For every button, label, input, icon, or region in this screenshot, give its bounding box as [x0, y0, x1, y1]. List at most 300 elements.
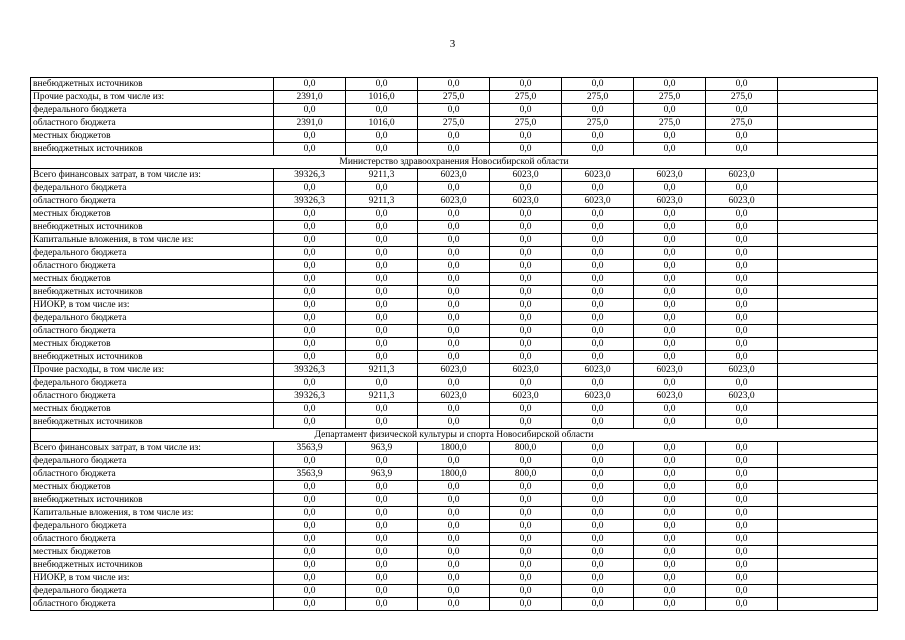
row-label: местных бюджетов: [31, 208, 274, 221]
value-cell: 0,0: [346, 377, 418, 390]
row-label: местных бюджетов: [31, 403, 274, 416]
value-cell: 0,0: [490, 234, 562, 247]
empty-cell: [778, 390, 878, 403]
empty-cell: [778, 221, 878, 234]
value-cell: 0,0: [706, 585, 778, 598]
value-cell: 1800,0: [418, 442, 490, 455]
value-cell: 0,0: [706, 221, 778, 234]
value-cell: 0,0: [706, 455, 778, 468]
empty-cell: [778, 299, 878, 312]
value-cell: 0,0: [274, 182, 346, 195]
row-label: местных бюджетов: [31, 546, 274, 559]
value-cell: 0,0: [274, 221, 346, 234]
value-cell: 0,0: [706, 481, 778, 494]
value-cell: 0,0: [346, 104, 418, 117]
table-row: [31, 494, 878, 507]
empty-cell: [778, 247, 878, 260]
row-label: областного бюджета: [31, 325, 274, 338]
empty-cell: [778, 104, 878, 117]
value-cell: 6023,0: [634, 364, 706, 377]
table-row: [31, 91, 878, 104]
value-cell: 0,0: [346, 260, 418, 273]
row-label: местных бюджетов: [31, 481, 274, 494]
value-cell: 0,0: [562, 416, 634, 429]
value-cell: 2391,0: [274, 91, 346, 104]
value-cell: 9211,3: [346, 364, 418, 377]
empty-cell: [778, 468, 878, 481]
value-cell: 0,0: [274, 507, 346, 520]
value-cell: 0,0: [346, 78, 418, 91]
empty-cell: [778, 143, 878, 156]
value-cell: 0,0: [418, 377, 490, 390]
table-row: [31, 143, 878, 156]
empty-cell: [778, 260, 878, 273]
value-cell: 0,0: [562, 507, 634, 520]
row-label: внебюджетных источников: [31, 559, 274, 572]
row-label: НИОКР, в том числе из:: [31, 572, 274, 585]
value-cell: 0,0: [418, 572, 490, 585]
row-label: федерального бюджета: [31, 455, 274, 468]
value-cell: 0,0: [562, 403, 634, 416]
value-cell: 0,0: [418, 221, 490, 234]
value-cell: 0,0: [274, 598, 346, 611]
value-cell: 0,0: [274, 286, 346, 299]
table-row: [31, 286, 878, 299]
value-cell: 39326,3: [274, 364, 346, 377]
row-label: Прочие расходы, в том числе из:: [31, 91, 274, 104]
table-row: [31, 559, 878, 572]
value-cell: 0,0: [706, 247, 778, 260]
value-cell: 0,0: [346, 533, 418, 546]
row-label: областного бюджета: [31, 195, 274, 208]
value-cell: 6023,0: [562, 195, 634, 208]
value-cell: 0,0: [706, 468, 778, 481]
value-cell: 275,0: [634, 117, 706, 130]
value-cell: 0,0: [346, 286, 418, 299]
value-cell: 0,0: [490, 455, 562, 468]
value-cell: 0,0: [490, 286, 562, 299]
value-cell: 0,0: [418, 585, 490, 598]
empty-cell: [778, 208, 878, 221]
value-cell: 0,0: [562, 182, 634, 195]
value-cell: 6023,0: [706, 364, 778, 377]
value-cell: 0,0: [706, 494, 778, 507]
value-cell: 0,0: [634, 208, 706, 221]
value-cell: 0,0: [418, 104, 490, 117]
table-row: [31, 416, 878, 429]
value-cell: 0,0: [418, 130, 490, 143]
value-cell: 0,0: [562, 221, 634, 234]
row-label: областного бюджета: [31, 117, 274, 130]
value-cell: 6023,0: [418, 195, 490, 208]
value-cell: 39326,3: [274, 169, 346, 182]
value-cell: 0,0: [346, 520, 418, 533]
value-cell: 0,0: [346, 507, 418, 520]
value-cell: 0,0: [562, 78, 634, 91]
empty-cell: [778, 78, 878, 91]
value-cell: 0,0: [490, 481, 562, 494]
value-cell: 0,0: [706, 598, 778, 611]
value-cell: 6023,0: [634, 195, 706, 208]
value-cell: 0,0: [274, 78, 346, 91]
table-row: [31, 481, 878, 494]
empty-cell: [778, 455, 878, 468]
value-cell: 0,0: [634, 442, 706, 455]
table-row: [31, 195, 878, 208]
table-row: [31, 221, 878, 234]
value-cell: 0,0: [274, 143, 346, 156]
value-cell: 0,0: [562, 273, 634, 286]
value-cell: 0,0: [490, 494, 562, 507]
value-cell: 0,0: [634, 273, 706, 286]
empty-cell: [778, 416, 878, 429]
value-cell: 0,0: [562, 208, 634, 221]
value-cell: 0,0: [562, 442, 634, 455]
value-cell: 0,0: [634, 481, 706, 494]
value-cell: 0,0: [418, 494, 490, 507]
value-cell: 0,0: [274, 312, 346, 325]
value-cell: 0,0: [418, 403, 490, 416]
value-cell: 0,0: [346, 312, 418, 325]
value-cell: 6023,0: [418, 169, 490, 182]
value-cell: 0,0: [706, 104, 778, 117]
value-cell: 0,0: [706, 78, 778, 91]
value-cell: 0,0: [274, 299, 346, 312]
empty-cell: [778, 598, 878, 611]
value-cell: 0,0: [634, 182, 706, 195]
value-cell: 0,0: [562, 351, 634, 364]
value-cell: 0,0: [418, 455, 490, 468]
value-cell: 0,0: [562, 546, 634, 559]
value-cell: 0,0: [706, 130, 778, 143]
value-cell: 0,0: [634, 559, 706, 572]
empty-cell: [778, 195, 878, 208]
value-cell: 0,0: [634, 260, 706, 273]
value-cell: 0,0: [490, 299, 562, 312]
value-cell: 39326,3: [274, 390, 346, 403]
value-cell: 9211,3: [346, 390, 418, 403]
empty-cell: [778, 403, 878, 416]
section-title: Министерство здравоохранения Новосибирской области: [31, 156, 878, 169]
section-title: Департамент физической культуры и спорта Новосибирской области: [31, 429, 878, 442]
value-cell: 0,0: [634, 325, 706, 338]
value-cell: 0,0: [346, 351, 418, 364]
value-cell: 0,0: [706, 286, 778, 299]
section-header-row: [31, 156, 878, 169]
value-cell: 0,0: [274, 234, 346, 247]
table-row: [31, 117, 878, 130]
value-cell: 6023,0: [706, 390, 778, 403]
value-cell: 0,0: [346, 403, 418, 416]
table-row: [31, 234, 878, 247]
value-cell: 0,0: [346, 572, 418, 585]
value-cell: 0,0: [562, 104, 634, 117]
value-cell: 0,0: [562, 260, 634, 273]
value-cell: 6023,0: [706, 195, 778, 208]
value-cell: 0,0: [706, 143, 778, 156]
row-label: внебюджетных источников: [31, 286, 274, 299]
row-label: внебюджетных источников: [31, 78, 274, 91]
value-cell: 275,0: [490, 117, 562, 130]
value-cell: 0,0: [634, 585, 706, 598]
row-label: областного бюджета: [31, 468, 274, 481]
row-label: федерального бюджета: [31, 377, 274, 390]
row-label: внебюджетных источников: [31, 143, 274, 156]
table-row: [31, 104, 878, 117]
value-cell: 0,0: [346, 247, 418, 260]
table-row: [31, 507, 878, 520]
value-cell: 0,0: [274, 260, 346, 273]
budget-table: [30, 77, 878, 611]
value-cell: 0,0: [634, 130, 706, 143]
value-cell: 0,0: [562, 468, 634, 481]
row-label: федерального бюджета: [31, 585, 274, 598]
value-cell: 0,0: [562, 572, 634, 585]
empty-cell: [778, 442, 878, 455]
value-cell: 0,0: [634, 338, 706, 351]
empty-cell: [778, 533, 878, 546]
empty-cell: [778, 559, 878, 572]
value-cell: 0,0: [490, 260, 562, 273]
empty-cell: [778, 234, 878, 247]
table-row: [31, 533, 878, 546]
value-cell: 0,0: [562, 455, 634, 468]
row-label: внебюджетных источников: [31, 416, 274, 429]
table-row: [31, 390, 878, 403]
value-cell: 275,0: [562, 91, 634, 104]
value-cell: 0,0: [418, 325, 490, 338]
value-cell: 0,0: [418, 234, 490, 247]
value-cell: 0,0: [274, 377, 346, 390]
empty-cell: [778, 169, 878, 182]
value-cell: 0,0: [418, 247, 490, 260]
value-cell: 800,0: [490, 442, 562, 455]
value-cell: 275,0: [634, 91, 706, 104]
value-cell: 3563,9: [274, 442, 346, 455]
value-cell: 0,0: [562, 299, 634, 312]
value-cell: 0,0: [706, 273, 778, 286]
table-row: [31, 208, 878, 221]
value-cell: 0,0: [418, 273, 490, 286]
value-cell: 0,0: [490, 143, 562, 156]
value-cell: 0,0: [274, 208, 346, 221]
value-cell: 963,9: [346, 442, 418, 455]
empty-cell: [778, 91, 878, 104]
value-cell: 0,0: [562, 338, 634, 351]
value-cell: 0,0: [490, 572, 562, 585]
value-cell: 0,0: [274, 273, 346, 286]
value-cell: 0,0: [274, 325, 346, 338]
value-cell: 0,0: [562, 559, 634, 572]
value-cell: 0,0: [274, 585, 346, 598]
value-cell: 0,0: [706, 572, 778, 585]
value-cell: 2391,0: [274, 117, 346, 130]
empty-cell: [778, 351, 878, 364]
value-cell: 0,0: [634, 572, 706, 585]
value-cell: 0,0: [490, 559, 562, 572]
value-cell: 1016,0: [346, 117, 418, 130]
value-cell: 0,0: [418, 520, 490, 533]
row-label: Всего финансовых затрат, в том числе из:: [31, 169, 274, 182]
value-cell: 0,0: [490, 520, 562, 533]
table-row: [31, 520, 878, 533]
value-cell: 0,0: [418, 598, 490, 611]
value-cell: 0,0: [346, 416, 418, 429]
value-cell: 0,0: [562, 312, 634, 325]
budget-table-body: [31, 78, 878, 611]
value-cell: 0,0: [562, 481, 634, 494]
row-label: местных бюджетов: [31, 130, 274, 143]
value-cell: 0,0: [346, 325, 418, 338]
value-cell: 0,0: [274, 559, 346, 572]
value-cell: 0,0: [706, 416, 778, 429]
value-cell: 0,0: [490, 221, 562, 234]
table-row: [31, 572, 878, 585]
row-label: областного бюджета: [31, 260, 274, 273]
value-cell: 0,0: [634, 494, 706, 507]
value-cell: 0,0: [346, 494, 418, 507]
value-cell: 275,0: [706, 117, 778, 130]
value-cell: 0,0: [274, 338, 346, 351]
value-cell: 0,0: [346, 559, 418, 572]
value-cell: 0,0: [562, 377, 634, 390]
value-cell: 0,0: [490, 312, 562, 325]
value-cell: 0,0: [490, 78, 562, 91]
page-number: 3: [449, 38, 456, 50]
value-cell: 0,0: [346, 299, 418, 312]
value-cell: 0,0: [490, 533, 562, 546]
value-cell: 0,0: [562, 494, 634, 507]
value-cell: 0,0: [346, 234, 418, 247]
value-cell: 0,0: [346, 546, 418, 559]
value-cell: 0,0: [490, 403, 562, 416]
value-cell: 0,0: [274, 546, 346, 559]
value-cell: 0,0: [490, 598, 562, 611]
value-cell: 0,0: [706, 507, 778, 520]
value-cell: 0,0: [418, 299, 490, 312]
value-cell: 0,0: [706, 299, 778, 312]
row-label: внебюджетных источников: [31, 221, 274, 234]
value-cell: 0,0: [634, 299, 706, 312]
value-cell: 0,0: [706, 546, 778, 559]
empty-cell: [778, 182, 878, 195]
value-cell: 0,0: [562, 325, 634, 338]
table-row: [31, 468, 878, 481]
value-cell: 0,0: [346, 273, 418, 286]
value-cell: 0,0: [274, 130, 346, 143]
value-cell: 0,0: [274, 416, 346, 429]
value-cell: 0,0: [346, 130, 418, 143]
value-cell: 963,9: [346, 468, 418, 481]
value-cell: 0,0: [634, 533, 706, 546]
value-cell: 0,0: [706, 533, 778, 546]
table-row: [31, 325, 878, 338]
value-cell: 1016,0: [346, 91, 418, 104]
table-row: [31, 182, 878, 195]
value-cell: 0,0: [418, 507, 490, 520]
value-cell: 0,0: [274, 247, 346, 260]
value-cell: 6023,0: [418, 364, 490, 377]
row-label: областного бюджета: [31, 598, 274, 611]
value-cell: 0,0: [346, 182, 418, 195]
value-cell: 0,0: [634, 416, 706, 429]
row-label: областного бюджета: [31, 533, 274, 546]
table-row: [31, 364, 878, 377]
value-cell: 0,0: [490, 351, 562, 364]
value-cell: 0,0: [490, 247, 562, 260]
table-row: [31, 585, 878, 598]
table-row: [31, 351, 878, 364]
value-cell: 6023,0: [562, 364, 634, 377]
value-cell: 0,0: [706, 260, 778, 273]
table-row: [31, 546, 878, 559]
value-cell: 0,0: [418, 533, 490, 546]
table-row: [31, 598, 878, 611]
value-cell: 6023,0: [562, 390, 634, 403]
value-cell: 3563,9: [274, 468, 346, 481]
value-cell: 0,0: [418, 260, 490, 273]
value-cell: 0,0: [562, 143, 634, 156]
empty-cell: [778, 546, 878, 559]
value-cell: 0,0: [346, 598, 418, 611]
empty-cell: [778, 364, 878, 377]
value-cell: 275,0: [562, 117, 634, 130]
value-cell: 0,0: [634, 546, 706, 559]
value-cell: 9211,3: [346, 195, 418, 208]
table-row: [31, 273, 878, 286]
empty-cell: [778, 117, 878, 130]
value-cell: 0,0: [706, 520, 778, 533]
row-label: Капитальные вложения, в том числе из:: [31, 507, 274, 520]
value-cell: 0,0: [418, 481, 490, 494]
value-cell: 0,0: [274, 494, 346, 507]
value-cell: 0,0: [634, 234, 706, 247]
value-cell: 0,0: [634, 312, 706, 325]
value-cell: 0,0: [562, 234, 634, 247]
value-cell: 0,0: [490, 182, 562, 195]
value-cell: 0,0: [490, 416, 562, 429]
value-cell: 0,0: [706, 377, 778, 390]
value-cell: 39326,3: [274, 195, 346, 208]
value-cell: 0,0: [274, 520, 346, 533]
value-cell: 0,0: [274, 455, 346, 468]
value-cell: 0,0: [490, 338, 562, 351]
value-cell: 0,0: [418, 286, 490, 299]
value-cell: 0,0: [274, 572, 346, 585]
value-cell: 0,0: [490, 273, 562, 286]
value-cell: 0,0: [634, 78, 706, 91]
value-cell: 0,0: [346, 455, 418, 468]
value-cell: 0,0: [634, 104, 706, 117]
value-cell: 0,0: [274, 351, 346, 364]
value-cell: 0,0: [418, 182, 490, 195]
row-label: федерального бюджета: [31, 182, 274, 195]
empty-cell: [778, 494, 878, 507]
row-label: областного бюджета: [31, 390, 274, 403]
value-cell: 6023,0: [490, 169, 562, 182]
value-cell: 0,0: [706, 442, 778, 455]
empty-cell: [778, 572, 878, 585]
value-cell: 0,0: [274, 481, 346, 494]
value-cell: 0,0: [706, 559, 778, 572]
row-label: внебюджетных источников: [31, 494, 274, 507]
value-cell: 0,0: [418, 338, 490, 351]
value-cell: 0,0: [490, 325, 562, 338]
empty-cell: [778, 338, 878, 351]
empty-cell: [778, 520, 878, 533]
value-cell: 6023,0: [706, 169, 778, 182]
value-cell: 0,0: [418, 312, 490, 325]
